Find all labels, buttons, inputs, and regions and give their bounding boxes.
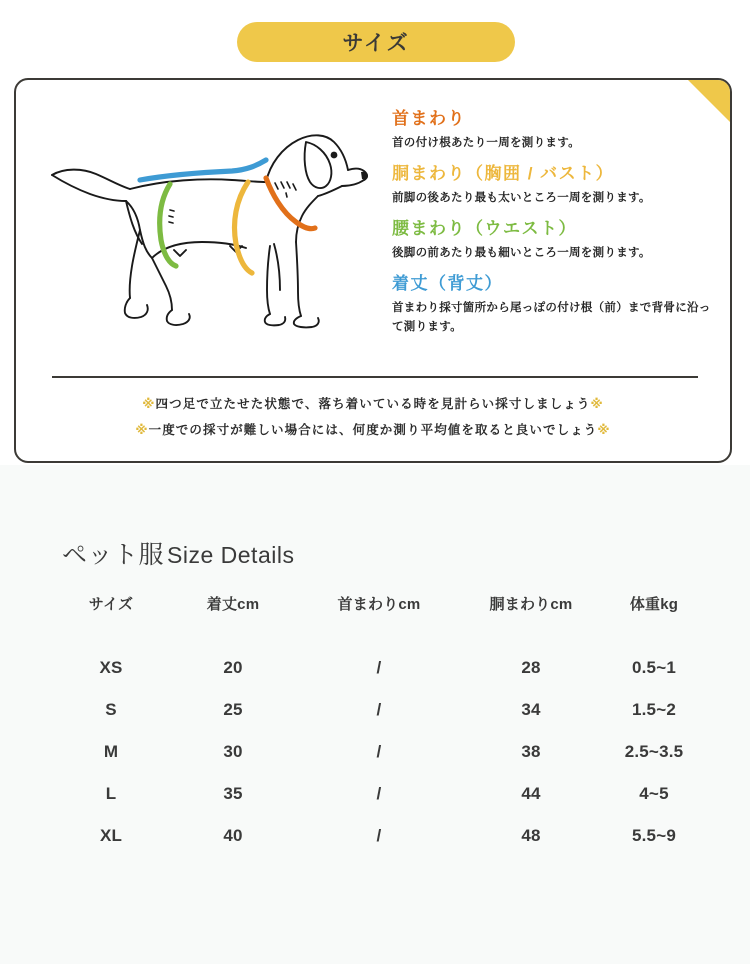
cell-size: XS <box>99 658 123 677</box>
column-header-back-length: 着丈cm <box>206 596 260 613</box>
table-row <box>55 689 705 731</box>
cell-back-length: 30 <box>223 742 243 761</box>
cell-weight: 5.5~9 <box>631 826 676 845</box>
measurement-neck-title: 首まわり <box>392 109 466 128</box>
measurement-notes <box>16 392 730 443</box>
column-header-neck: 首まわりcm <box>337 596 421 613</box>
table-header-row <box>55 593 705 628</box>
column-header-weight: 体重kg <box>629 596 679 613</box>
cell-size: XL <box>99 826 123 845</box>
cell-weight: 2.5~3.5 <box>624 742 684 761</box>
cell-weight: 0.5~1 <box>631 658 676 677</box>
measurement-chest-title: 胴まわり（胸囲 / バスト） <box>392 164 615 184</box>
page-title: サイズ <box>342 32 410 55</box>
cell-back-length: 20 <box>223 658 243 677</box>
cell-weight: 4~5 <box>639 784 669 803</box>
measurement-chest-description: 前脚の後あたり最も太いところ一周を測ります。 <box>392 191 651 204</box>
size-table-title <box>62 535 294 571</box>
measurement-waist <box>392 216 714 262</box>
cell-weight: 1.5~2 <box>631 700 676 719</box>
size-table <box>55 593 705 857</box>
measurement-back-title: 着丈（背丈） <box>392 274 503 294</box>
measurement-waist-title: 腰まわり（ウエスト） <box>392 219 577 239</box>
measurement-descriptions <box>392 106 714 345</box>
table-row <box>55 815 705 857</box>
dog-illustration <box>34 118 394 368</box>
column-header-size: サイズ <box>88 596 134 613</box>
cell-back-length: 40 <box>223 826 243 845</box>
header-bar <box>0 0 750 70</box>
size-table-title-jp: ペット服 <box>62 541 165 569</box>
cell-neck: / <box>376 700 382 719</box>
cell-chest: 38 <box>521 742 541 761</box>
cell-size: L <box>105 784 117 803</box>
cell-neck: / <box>376 826 382 845</box>
measurement-neck <box>392 106 714 152</box>
measurement-back-description: 首まわり採寸箇所から尾っぽの付け根（前）まで背骨に沿って測ります。 <box>392 301 711 333</box>
measurement-waist-description: 後脚の前あたり最も細いところ一周を測ります。 <box>392 246 651 259</box>
cell-chest: 48 <box>521 826 541 845</box>
measurement-neck-description: 首の付け根あたり一周を測ります。 <box>392 136 580 149</box>
size-details-section <box>0 465 750 964</box>
cell-neck: / <box>376 658 382 677</box>
size-table-title-en: Size Details <box>167 542 295 568</box>
cell-chest: 28 <box>521 658 541 677</box>
measurement-chest <box>392 161 714 207</box>
cell-size: M <box>103 742 119 761</box>
table-row <box>55 628 705 689</box>
cell-size: S <box>105 700 117 719</box>
cell-neck: / <box>376 784 382 803</box>
table-row <box>55 773 705 815</box>
cell-back-length: 25 <box>223 700 243 719</box>
table-row <box>55 731 705 773</box>
cell-back-length: 35 <box>223 784 243 803</box>
measurement-back <box>392 271 714 336</box>
measurement-note-2: ※一度での採寸が難しい場合には、何度か測り平均値を取ると良いでしょう※ <box>135 422 611 437</box>
measurement-note-1: ※四つ足で立たせた状態で、落ち着いている時を見計らい採寸しましょう※ <box>142 397 604 411</box>
cell-chest: 44 <box>521 784 541 803</box>
page-title-pill <box>237 22 515 62</box>
cell-chest: 34 <box>521 700 541 719</box>
card-divider <box>52 376 698 378</box>
column-header-chest: 胴まわりcm <box>489 596 573 613</box>
cell-neck: / <box>376 742 382 761</box>
measurement-guide-card <box>14 78 732 463</box>
